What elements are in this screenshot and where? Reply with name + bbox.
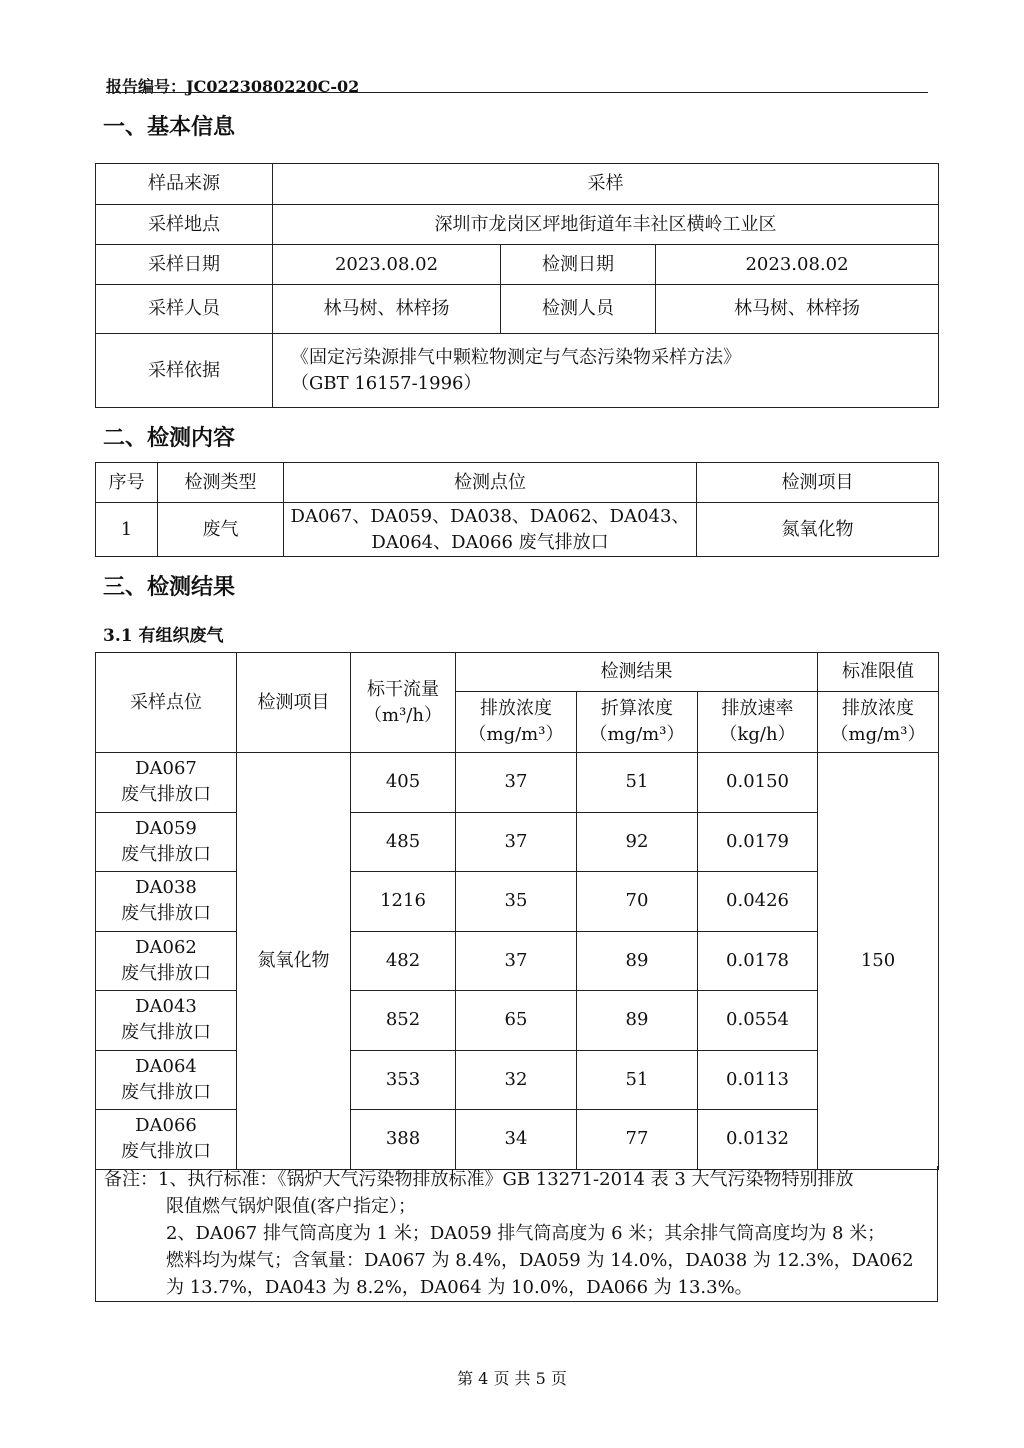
row-point-suffix: 废气排放口 (121, 1081, 211, 1103)
section1-title: 一、基本信息 (103, 114, 236, 140)
row-rate: 0.0554 (698, 991, 818, 1051)
tester-label: 检测人员 (501, 285, 656, 334)
row-rate: 0.0132 (698, 1110, 818, 1170)
row-point (96, 812, 237, 872)
row-point (96, 872, 237, 932)
row-emis: 37 (456, 931, 577, 991)
table-row (96, 1050, 939, 1110)
row-rate: 0.0426 (698, 872, 818, 932)
sampler-label: 采样人员 (96, 285, 273, 334)
row-conv: 92 (577, 812, 698, 872)
header-conv-line2: （mg/m³） (589, 724, 685, 745)
header-type: 检测类型 (158, 463, 284, 503)
header-limit: 标准限值 (818, 653, 939, 692)
row-item: 氮氧化物 (697, 503, 939, 557)
row-limit: 150 (818, 753, 939, 1170)
row-point (96, 991, 237, 1051)
row-point-id: DA066 (135, 1115, 197, 1137)
header-emis-line2: （mg/m³） (468, 724, 564, 745)
table-row (96, 991, 939, 1051)
header-conv-line1: 折算浓度 (601, 698, 673, 719)
basis-line2: （GBT 16157-1996） (291, 372, 482, 394)
table-row (96, 1110, 939, 1170)
header-emis (456, 692, 577, 753)
row-points-line1: DA067、DA059、DA038、DA062、DA043、 (290, 505, 690, 527)
row-rate: 0.0178 (698, 931, 818, 991)
row-emis: 37 (456, 753, 577, 813)
note-line2: 限值燃气锅炉限值(客户指定）； (166, 1196, 417, 1217)
row-point-id: DA043 (135, 996, 197, 1018)
test-content-table (95, 462, 939, 557)
row-point-suffix: 废气排放口 (121, 1141, 211, 1163)
row-conv: 89 (577, 931, 698, 991)
report-number-label: 报告编号： (106, 77, 187, 96)
row-point (96, 931, 237, 991)
row-points (284, 503, 697, 557)
row-rate: 0.0150 (698, 753, 818, 813)
test-date-value: 2023.08.02 (656, 245, 939, 285)
row-point-id: DA067 (135, 758, 197, 780)
row-rate: 0.0179 (698, 812, 818, 872)
row-flow: 388 (351, 1110, 456, 1170)
row-point-suffix: 废气排放口 (121, 903, 211, 925)
source-value: 采样 (273, 164, 939, 205)
row-item: 氮氧化物 (237, 753, 351, 1170)
report-number (106, 74, 359, 97)
note-line3: 2、DA067 排气筒高度为 1 米；DA059 排气筒高度为 6 米；其余排气筒高度均为 8 米； (166, 1223, 886, 1244)
section3-title: 三、检测结果 (103, 574, 236, 600)
section2-title: 二、检测内容 (103, 425, 236, 451)
row-emis: 34 (456, 1110, 577, 1170)
note-line1: 备注：1、执行标准：《锅炉大气污染物排放标准》GB 13271-2014 表 3 大气污染物特别排放 (104, 1169, 854, 1190)
header-lim-line1: 排放浓度 (842, 698, 915, 719)
header-points: 检测点位 (284, 463, 697, 503)
row-point (96, 1110, 237, 1170)
tester-value: 林马树、林梓扬 (656, 285, 939, 334)
note-line5: 为 13.7%，DA043 为 8.2%，DA064 为 10.0%，DA066 为 13.3%。 (166, 1277, 753, 1298)
basis-label: 采样依据 (96, 334, 273, 408)
sample-date-label: 采样日期 (96, 245, 273, 285)
header-result: 检测结果 (456, 653, 818, 692)
header-lim (818, 692, 939, 753)
table-row (96, 872, 939, 932)
sample-date-value: 2023.08.02 (273, 245, 501, 285)
location-label: 采样地点 (96, 205, 273, 245)
basic-info-table (95, 163, 939, 408)
header-rate-line1: 排放速率 (721, 698, 794, 719)
row-conv: 89 (577, 991, 698, 1051)
header-flow (351, 653, 456, 753)
row-emis: 65 (456, 991, 577, 1051)
row-emis: 35 (456, 872, 577, 932)
header-rule (106, 92, 928, 93)
row-emis: 32 (456, 1050, 577, 1110)
sampler-value: 林马树、林梓扬 (273, 285, 501, 334)
results-table (95, 652, 939, 1170)
header-emis-line1: 排放浓度 (480, 698, 552, 719)
row-flow: 1216 (351, 872, 456, 932)
row-point-suffix: 废气排放口 (121, 843, 211, 865)
row-flow: 482 (351, 931, 456, 991)
header-point: 采样点位 (96, 653, 237, 753)
row-conv: 70 (577, 872, 698, 932)
source-label: 样品来源 (96, 164, 273, 205)
row-point-id: DA059 (135, 817, 197, 839)
table-row (96, 812, 939, 872)
row-conv: 51 (577, 1050, 698, 1110)
row-flow: 353 (351, 1050, 456, 1110)
basis-value (273, 334, 939, 408)
header-rate (698, 692, 818, 753)
table-row (96, 931, 939, 991)
row-emis: 37 (456, 812, 577, 872)
header-item: 检测项目 (697, 463, 939, 503)
row-point-suffix: 废气排放口 (121, 1022, 211, 1044)
row-no: 1 (96, 503, 158, 557)
section3-subtitle: 3.1 有组织废气 (103, 626, 224, 646)
test-date-label: 检测日期 (501, 245, 656, 285)
row-point-id: DA062 (135, 936, 197, 958)
header-flow-line2: （m³/h） (364, 704, 442, 726)
basis-line1: 《固定污染源排气中颗粒物测定与气态污染物采样方法》 (291, 346, 741, 368)
row-point-id: DA064 (135, 1055, 197, 1077)
row-point-id: DA038 (135, 877, 197, 899)
row-point-suffix: 废气排放口 (121, 962, 211, 984)
row-point (96, 753, 237, 813)
row-point (96, 1050, 237, 1110)
row-conv: 51 (577, 753, 698, 813)
row-flow: 485 (351, 812, 456, 872)
report-number-value: JC0223080220C-02 (186, 77, 360, 96)
header-item: 检测项目 (237, 653, 351, 753)
result-rows (96, 753, 939, 1170)
table-row (96, 753, 939, 813)
header-flow-line1: 标干流量 (367, 678, 439, 700)
page-number: 第 4 页 共 5 页 (457, 1369, 567, 1388)
header-rate-line2: （kg/h） (719, 724, 796, 745)
notes (95, 1166, 938, 1302)
row-rate: 0.0113 (698, 1050, 818, 1110)
header-lim-line2: （mg/m³） (830, 724, 926, 745)
row-conv: 77 (577, 1110, 698, 1170)
row-points-line2: DA064、DA066 废气排放口 (371, 531, 609, 553)
header-no: 序号 (96, 463, 158, 503)
header-conv (577, 692, 698, 753)
row-flow: 852 (351, 991, 456, 1051)
row-point-suffix: 废气排放口 (121, 784, 211, 806)
location-value: 深圳市龙岗区坪地街道年丰社区横岭工业区 (273, 205, 939, 245)
row-type: 废气 (158, 503, 284, 557)
note-line4: 燃料均为煤气；含氧量：DA067 为 8.4%，DA059 为 14.0%，DA038 为 12.3%，DA062 (166, 1250, 914, 1271)
row-flow: 405 (351, 753, 456, 813)
